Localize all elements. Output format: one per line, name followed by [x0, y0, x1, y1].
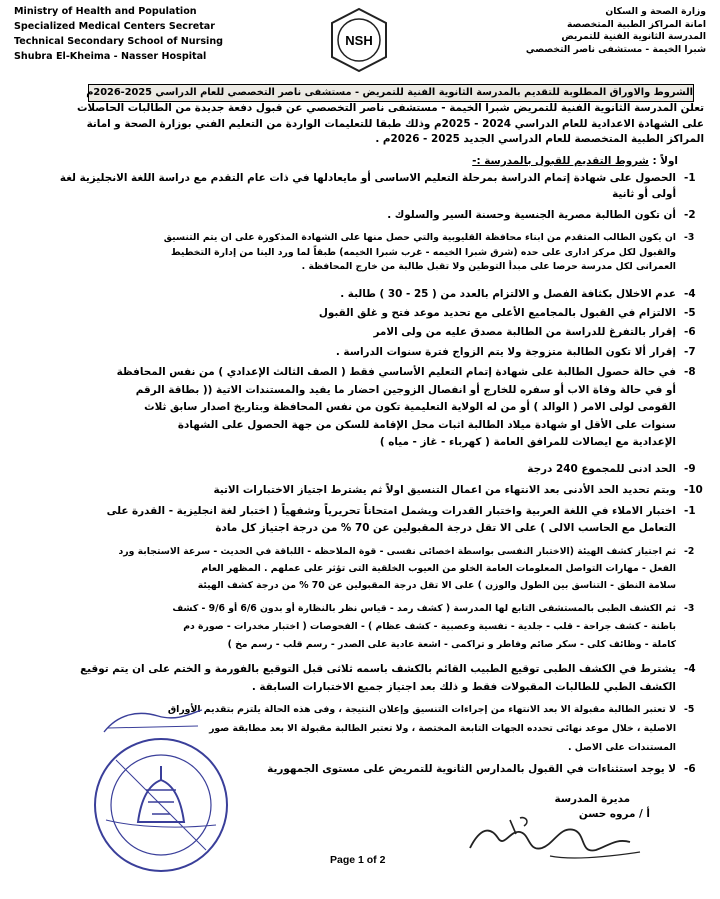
condition-number: -6	[684, 326, 696, 338]
condition-line: الحد ادنى للمجموع 240 درجة	[527, 463, 676, 475]
test-number: -2	[684, 546, 695, 557]
header-ar-line: امانة المراكز الطبية المتخصصة	[566, 18, 706, 30]
condition-item	[22, 231, 702, 275]
test-line: سلامة النطق - التناسق بين الطول والوزن ) على الا تقل درجة المقبولين عن 70 % من درجة كشف الهيئة	[197, 580, 676, 591]
condition-number: -3	[684, 232, 695, 243]
condition-line: سنوات على الأقل او شهادة ميلاد الطالبة اثبات محل الإقامة للسكن من جهة الحصول على الشهادة	[177, 418, 676, 431]
logo-text: NSH	[345, 33, 373, 48]
handwritten-signature-icon	[450, 808, 650, 868]
signature-title: مديرة المدرسة	[554, 793, 630, 805]
header-en-line: Technical Secondary School of Nursing	[14, 36, 224, 47]
condition-line: العمرانى لكل مدرسة حرصا على مبدأ التوطين ولا تقبل طالبة من خارج المحافظة .	[301, 261, 676, 272]
condition-line: أولى أو ثانية	[612, 187, 676, 200]
condition-number: -7	[684, 346, 696, 358]
test-line: الفعل - مهارات التواصل المعلومات العامة الخلو من العيوب الخلقية التى تؤثر على عملهم . المظهر العام	[201, 563, 676, 574]
condition-item	[22, 462, 702, 478]
test-line: ثم اجتياز كشف الهيئة (الاختبار النفسى بواسطة اخصائى نفسى - قوة الملاحظه - اللباقة في الحديث - سرعة الاستجابة ورد	[118, 546, 676, 557]
test-line: التعامل مع الحاسب الالى ) على الا تقل درجة المقبولين عن 70 % من درجة اجتياز كل مادة	[215, 522, 676, 534]
test-line: الاصلية ، خلال موعد نهائى تحدده الجهات التابعة المختصة ، ولا تعتبر الطالبة مقبولة الا بعد مطابقة صور	[209, 723, 676, 734]
school-logo-icon	[326, 7, 392, 73]
condition-line: في حالة حصول الطالبة على شهادة إتمام التعليم الأساسي فقط ( الصف الثالث الإعدادي ) من نفس المحافظة	[116, 366, 676, 378]
header-ar-line: شبرا الخيمة - مستشفى ناصر التخصصي	[525, 43, 706, 55]
condition-line: القومى لولى الامر ( الوالد ) أو من له الولاية التعليمية تكون من نفس المحافظة وبتاريخ اصدار سابق ثلاث	[144, 401, 676, 413]
condition-item	[22, 287, 702, 303]
condition-number: -10	[684, 484, 703, 496]
condition-number: -9	[684, 463, 696, 475]
intro-line: المراكز الطبية المتخصصة للعام الدراسي الجديد 2025 - 2026م .	[375, 133, 704, 145]
condition-line: أن تكون الطالبة مصرية الجنسية وحسنة السير والسلوك .	[387, 209, 676, 221]
test-number: -3	[684, 603, 695, 614]
header-en-line: Ministry of Health and Population	[14, 6, 197, 17]
test-number: -6	[684, 763, 696, 775]
condition-line: ان يكون الطالب المتقدم من ابناء محافظة القليوبية والتي حصل منها على الشهادة المذكورة على ان يتم التنسيق	[163, 232, 676, 243]
condition-line: والقبول لكل مركز ادارى على حده (شرق شبرا الخيمه - غرب شبرا الخيمه) طبقاً لما ورد الينا من إدارة التخطيط	[170, 246, 676, 258]
test-line: اختبار الاملاء في اللغة العربية واختبار القدرات ويشمل امتحاناً تحريرياً وشفهياً ( اختبار لغة انجليزية - القدرة على	[106, 505, 676, 517]
condition-item	[22, 345, 702, 361]
test-number: -5	[684, 704, 695, 715]
header-arabic	[476, 6, 706, 56]
condition-line: أو في حالة وفاة الاب أو سفره للخارج أو انفصال الزوجين احضار ما يفيد والمستندات الاتية (( بطاقة الرقم	[135, 383, 676, 396]
condition-line: الالتزام في القبول بالمجاميع الأعلى مع تحديد موعد فتح و غلق القبول	[318, 307, 676, 319]
test-line: المستندات على الاصل .	[567, 742, 676, 753]
condition-item	[22, 208, 702, 224]
condition-number: -2	[684, 209, 696, 221]
condition-item	[22, 483, 702, 499]
page-number: Page 1 of 2	[330, 854, 386, 866]
condition-line: وبتم تحديد الحد الأدنى بعد الانتهاء من اعمال التنسيق اولاً ثم يشترط اجتياز الاختبارات الاتية	[213, 484, 676, 496]
condition-line: الحصول على شهادة إتمام الدراسة بمرحلة التعليم الاساسى أو مايعادلها في ذات عام التقدم مع دراسة اللغة الانجليزية لغة	[59, 172, 676, 184]
condition-number: -8	[684, 366, 696, 378]
test-line: يشترط في الكشف الطبى توقيع الطبيب القائم بالكشف باسمه ثلاثى قبل التوقيع بالفورمة و الختم على ان يتم توقيع	[80, 663, 676, 675]
test-line: الكشف الطبي للطالبات المقبولات فقط و ذلك بعد اجتياز جميع الاختبارات السابقة .	[251, 681, 676, 693]
header-en-line: Specialized Medical Centers Secretar	[14, 21, 215, 32]
condition-number: -5	[684, 307, 696, 319]
test-line: ثم الكشف الطبى بالمستشفى التابع لها المدرسة ( كشف رمد - قياس نظر بالنظارة أو بدون 6/6 أو 9/6 - كشف	[172, 603, 676, 614]
condition-line: إقرار بالتفرغ للدراسة من الطالبة مصدق عليه من ولى الامر	[373, 326, 676, 338]
condition-line: الإعدادية مع ايصالات للمرافق العامة ( كهرباء - غاز - مياه )	[379, 436, 676, 448]
official-seal-icon	[86, 730, 236, 880]
condition-item	[22, 325, 702, 341]
condition-line: إقرار ألا تكون الطالبة متزوجة ولا يتم الزواج فترة سنوات الدراسة .	[335, 346, 676, 358]
document-title: الشروط والاوراق المطلوبة للتقديم بالمدرسة الثانوية الفنية للتمريض - مستشفى ناصر التخصصي للعام الدراسي 2025-2026م	[88, 84, 694, 102]
header-ar-line: وزارة الصحة و السكان	[605, 6, 706, 17]
condition-item	[22, 171, 702, 202]
condition-number: -1	[684, 172, 696, 184]
test-number: -1	[684, 505, 696, 517]
test-line: لا تعتبر الطالبة مقبولة الا بعد الانتهاء من إجراءات التنسيق وإعلان النتيجة ، وفى هذه الحالة يلتزم بتقديم الأوراق	[167, 704, 676, 715]
test-item	[22, 600, 702, 654]
test-number: -4	[684, 663, 696, 675]
section-heading-text: شروط التقديم للقبول بالمدرسة :-	[472, 155, 649, 167]
test-item	[22, 543, 702, 594]
condition-line: عدم الاخلال بكثافة الفصل و الالتزام بالعدد من ( 25 - 30 ) طالبة .	[340, 288, 676, 300]
header-en-line: Shubra El-Kheima - Nasser Hospital	[14, 51, 207, 62]
test-item	[22, 660, 702, 696]
test-line: باطنة - كشف جراحة - قلب - جلدية - نفسية وعصبية - كشف عظام ) - الفحوصات ( اختبار مخدرات - صورة دم	[183, 621, 676, 632]
test-line: لا يوجد استثناءات في القبول بالمدارس الثانوية للتمريض على مستوى الجمهورية	[267, 763, 676, 775]
test-line: كاملة - وظائف كلى - سكر صائم وفاطر و تراكمى - اشعة عادية على الصدر - رسم قلب - رسم مخ )	[227, 639, 676, 650]
intro-paragraph	[24, 101, 704, 148]
condition-number: -4	[684, 288, 696, 300]
intro-line: على الشهادة الاعدادية للعام الدراسي 2024 - 2025م وذلك طبقا للتعليمات الواردة من التعليم الفني بوزارة الصحة و امانة	[86, 117, 704, 130]
condition-item	[22, 364, 702, 452]
section-heading	[472, 155, 678, 167]
header-english	[14, 4, 274, 64]
condition-item	[22, 306, 702, 322]
section-heading-prefix: اولاً :	[652, 155, 678, 167]
test-item	[22, 503, 702, 537]
signature-name: أ / مروه حسن	[578, 808, 650, 820]
header-ar-line: المدرسة الثانوية الفنية للتمريض	[561, 31, 706, 42]
intro-line: تعلن المدرسة الثانوية الفنية للتمريض شبرا الخيمة - مستشفى ناصر التخصصي عن قبول دفعة جديدة من الطالبات الحاصلات	[76, 102, 704, 114]
